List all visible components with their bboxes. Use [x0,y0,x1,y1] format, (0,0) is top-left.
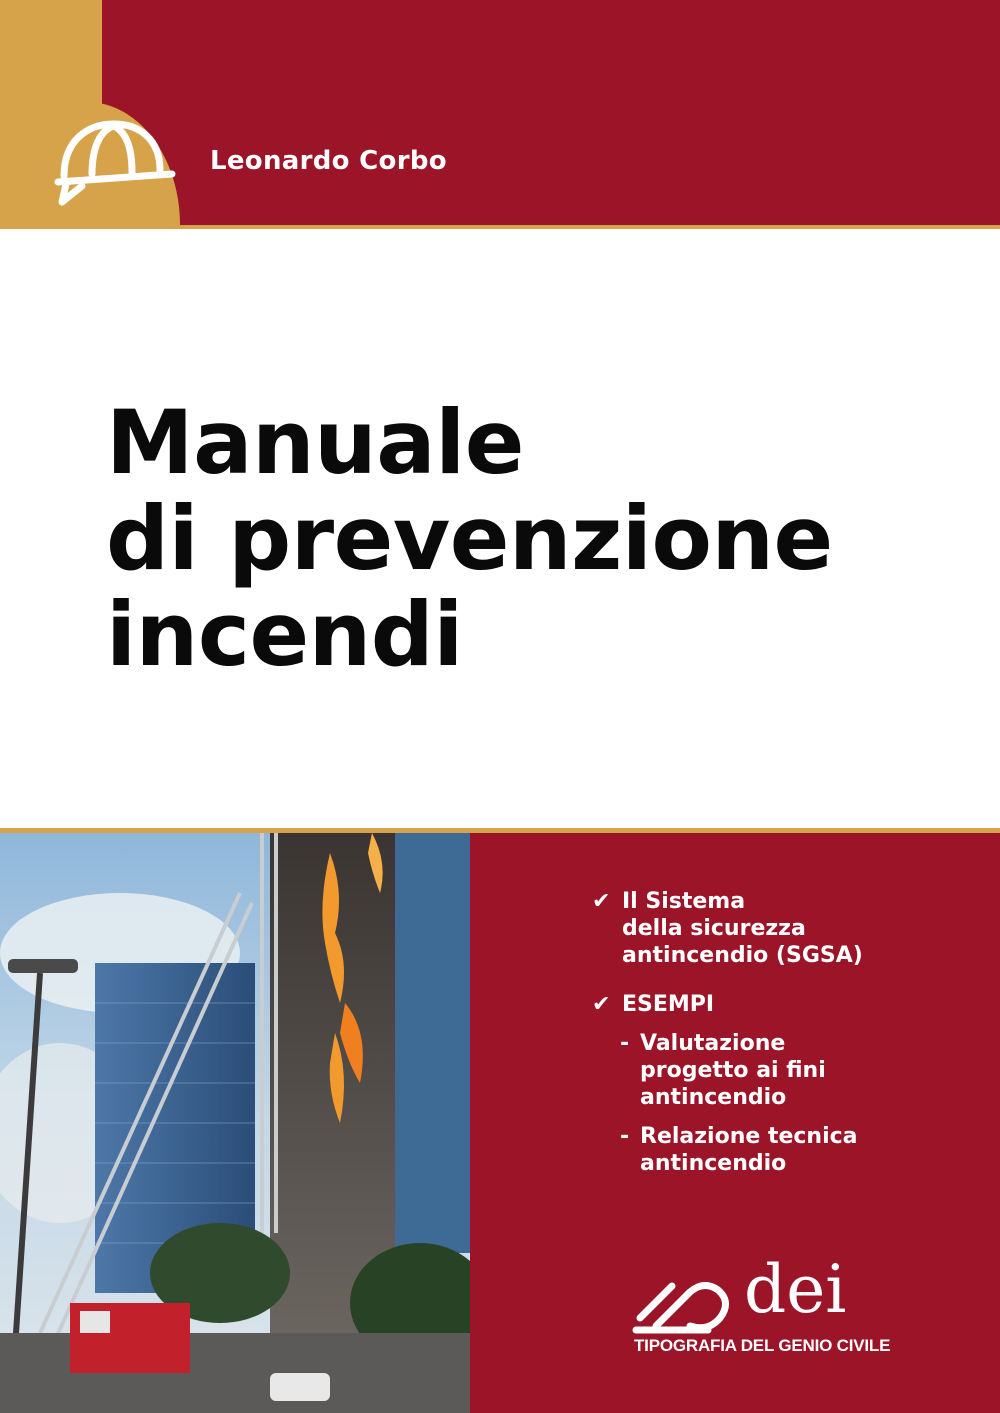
publisher-logo [632,1250,892,1360]
feature-subitem [592,1123,952,1177]
book-title [106,391,833,686]
title-line: Manuale [106,391,524,494]
feature-line: della sicurezza [622,916,806,941]
checkmark-icon: ✔ [592,889,611,914]
dash-marker: - [620,1124,630,1149]
feature-line: Il Sistema [622,889,746,914]
author-name: Leonardo Corbo [210,146,447,176]
feature-line: antincendio [640,1151,787,1176]
publisher-tagline: TIPOGRAFIA DEL GENIO CIVILE [634,1336,891,1355]
feature-line: antincendio [640,1085,787,1110]
publisher-mark-icon [632,1256,752,1336]
feature-subitem [592,1030,952,1111]
feature-line: Relazione tecnica [640,1124,858,1149]
feature-line: progetto ai fini [640,1058,826,1083]
top-divider [0,225,1000,229]
cover-photo-burning-building [0,833,470,1413]
title-line: incendi [106,583,463,686]
title-line: di prevenzione [106,487,833,590]
feature-line: Valutazione [640,1031,786,1056]
feature-item [592,888,952,969]
feature-line: ESEMPI [622,992,715,1017]
publisher-logo-word: dei [744,1251,847,1328]
dash-marker: - [620,1031,630,1056]
hard-hat-icon [52,118,182,210]
feature-line: antincendio (SGSA) [622,943,863,968]
checkmark-icon: ✔ [592,992,611,1017]
feature-item [592,991,952,1177]
feature-list [592,888,952,1191]
